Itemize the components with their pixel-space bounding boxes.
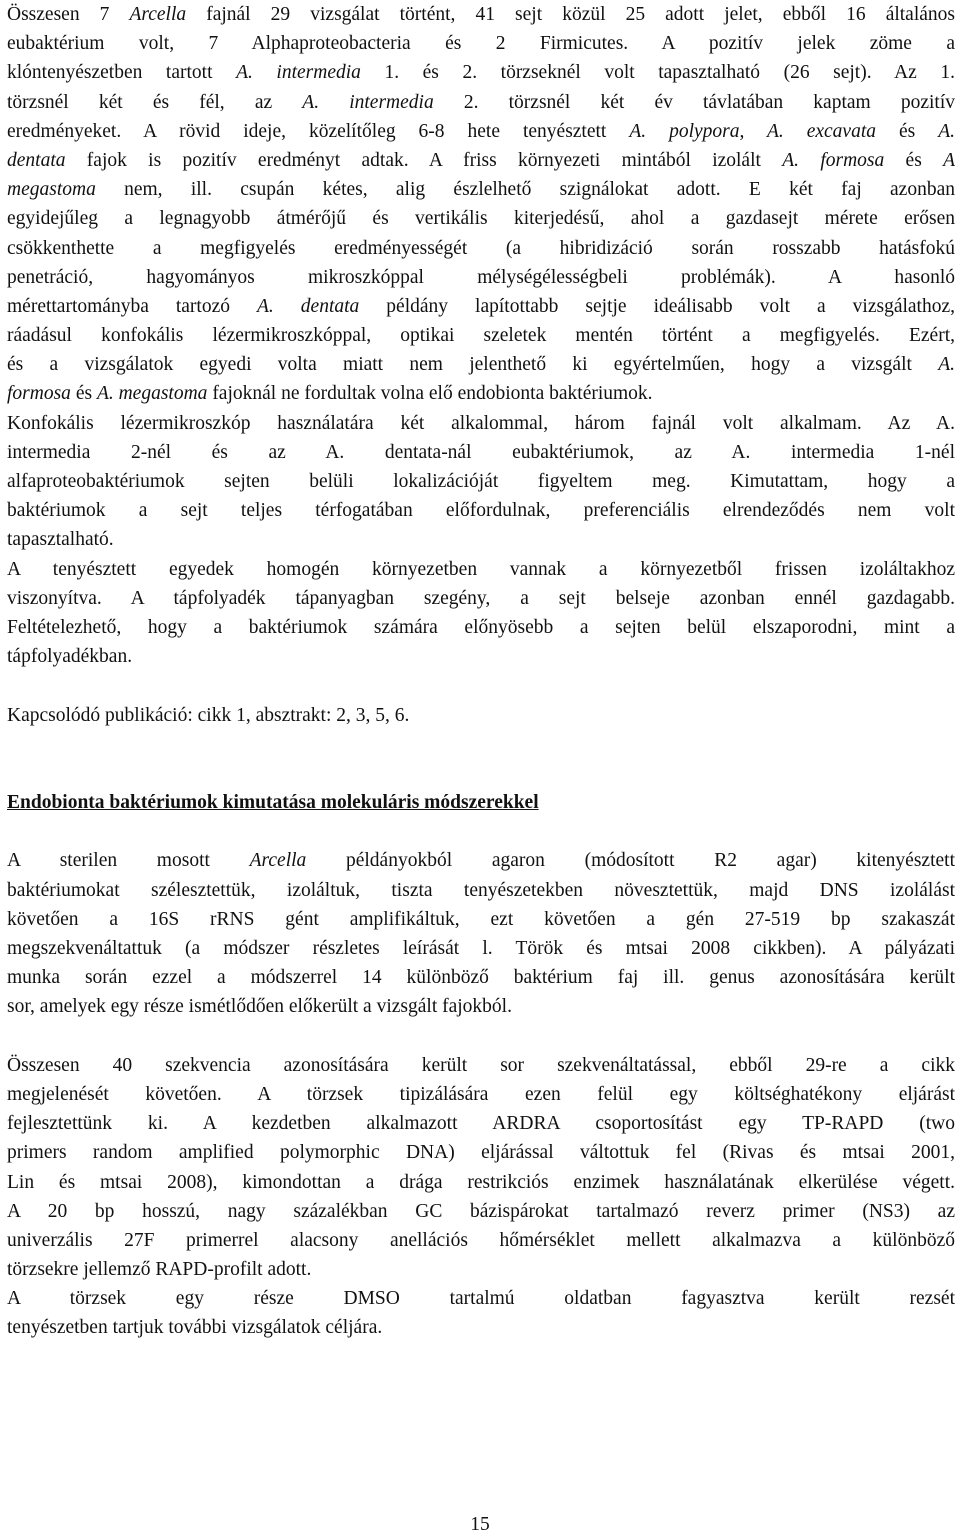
text-run: A 20 bp hosszú, nagy százalékban GC bázispárokat tartalmazó reverz primer (NS3) az [7,1200,955,1222]
text-line [7,0,955,29]
text-run: fajoknál ne fordultak volna elő endobionta baktériumok. [207,383,653,405]
text-run: tenyészetben tartjuk további vizsgálatok céljára. [7,1317,383,1339]
text-line [7,934,955,963]
text-run: példány lapítottabb sejtje ideálisabb volt a vizsgálathoz, [359,295,955,317]
text-run: megszekvenáltattuk (a módszer részletes leírását l. Török és mtsai 2008 cikkben). A pályázati [7,938,955,959]
text-line [7,234,955,263]
text-run: baktériumokat szélesztettük, izoláltuk, tiszta tenyészetekben növesztettük, majd DNS izolálást [7,879,955,901]
text-line [7,613,955,642]
text-line [7,438,955,467]
text-run: A tenyésztett egyedek homogén környezetben vannak a környezetből frissen izoláltakhoz [7,558,955,580]
italic-run: A. [938,120,955,142]
publication-reference: Kapcsolódó publikáció: cikk 1, absztrakt: 2, 3, 5, 6. [7,704,410,726]
text-run: A törzsek egy része DMSO tartalmú oldatban fagyasztva került rezsét [7,1288,955,1310]
text-run: eubaktérium volt, 7 Alphaproteobacteria és 2 Firmicutes. A pozitív jelek zöme a [7,33,955,55]
text-run: A sterilen mosott [7,850,250,872]
paragraph-1 [7,0,955,409]
text-run: primers random amplified polymorphic DNA) eljárással váltottuk fel (Rivas és mtsai 2001, [7,1142,955,1164]
text-run: sor, amelyek egy része ismétlődően előkerült a vizsgált fajokból. [7,996,512,1018]
text-line [7,992,955,1021]
text-run: és [876,120,939,142]
text-line [7,467,955,496]
text-run: fajnál 29 vizsgálat történt, 41 sejt közül 25 adott jelet, ebből 16 általános [186,4,955,25]
text-run: penetráció, hagyományos mikroszkóppal mélységélességbeli problémák). A hasonló [7,266,955,288]
text-run: és a vizsgálatok egyedi volta miatt nem jelenthető ki egyértelműen, hogy a vizsgált [7,354,939,376]
text-run: ráadásul konfokális lézermikroszkóppal, optikai szeletek mentén történt a megfigyelés. Ezért, [7,325,955,347]
text-run: intermedia 2-nél és az A. dentata-nál eubaktériumok, az A. intermedia 1-nél [7,441,955,463]
text-run: Összesen 7 [7,4,130,25]
italic-run: Arcella [249,850,307,872]
text-run: mérettartományba tartozó [7,295,257,317]
text-line [7,1138,955,1167]
spacer [7,1022,955,1051]
italic-run: A. formosa [782,149,885,171]
spacer [7,817,955,846]
text-run: baktériumok a sejt teljes térfogatában előfordulnak, preferenciális elrendeződés nem volt [7,500,955,522]
text-line [7,525,955,554]
text-run: 1. és 2. törzseknél volt tapasztalható (26 sejt). Az 1. [360,62,955,84]
italic-run: A. intermedia [236,62,361,84]
italic-run: formosa [7,383,71,405]
spacer [7,730,955,759]
text-line [7,204,955,233]
spacer [7,671,955,700]
document-page [7,0,955,1343]
paragraph-5 [7,1051,955,1285]
text-run: 2. törzsnél két év távlatában kaptam pozitív [433,91,955,113]
text-line [7,292,955,321]
italic-run: megastoma [7,179,96,201]
text-line [7,379,955,408]
text-line [7,58,955,87]
italic-run: A. polypora, A. excavata [629,120,877,142]
text-line [7,175,955,204]
text-run: eredményeket. A rövid ideje, közelítőleg 6-8 hete tenyésztett [7,120,630,142]
text-line [7,846,955,875]
italic-run: A [943,149,955,171]
paragraph-3 [7,555,955,672]
italic-run: dentata [7,149,66,171]
text-run: Konfokális lézermikroszkóp használatára két alkalommal, három fajnál volt alkalmam. Az A. [7,412,955,434]
text-run: tápfolyadékban. [7,646,133,668]
text-run: törzsnél két és fél, az [7,91,303,113]
text-line [7,409,955,438]
text-line [7,29,955,58]
italic-run: Arcella [129,4,187,25]
text-line [7,1109,955,1138]
text-run: és [884,149,944,171]
text-line [7,146,955,175]
paragraph-4 [7,846,955,1021]
italic-run: A. intermedia [302,91,434,113]
text-run: Lin és mtsai 2008), kimondottan a drága restrikciós enzimek használatának elkerülése végett. [7,1171,955,1193]
text-run: megjelenését követően. A törzsek tipizálására ezen felül egy költséghatékony eljárást [7,1083,955,1105]
text-run: munka során ezzel a módszerrel 14 különböző baktérium faj ill. genus azonosítására került [7,967,955,989]
text-run: Összesen 40 szekvencia azonosítására került sor szekvenáltatással, ebből 29-re a cikk [7,1054,955,1076]
text-line [7,584,955,613]
text-run: csökkenthette a megfigyelés eredményességét (a hibridizáció során rosszabb hatásfokú [7,237,955,259]
text-run: alfaproteobaktériumok sejten belüli lokalizációját figyeltem meg. Kimutattam, hogy a [7,471,955,492]
text-run: példányokból agaron (módosított R2 agar) kitenyésztett [306,850,955,872]
italic-run: A. dentata [257,295,360,317]
paragraph-2 [7,409,955,555]
text-line [7,350,955,379]
text-run: univerzális 27F primerrel alacsony anellációs hőmérséklet mellett alkalmazva a különböző [7,1229,955,1251]
text-line [7,117,955,146]
text-line [7,905,955,934]
text-run: fejlesztettünk ki. A kezdetben alkalmazott ARDRA csoportosítást egy TP-RAPD (two [7,1113,955,1135]
text-line [7,1226,955,1255]
italic-run: A. [938,354,955,376]
text-line [7,1313,955,1342]
spacer [7,759,955,788]
text-line [7,496,955,525]
text-line [7,1284,955,1313]
paragraph-6 [7,1284,955,1342]
text-line [7,263,955,292]
text-run: követően a 16S rRNS gént amplifikáltuk, ezt követően a gén 27-519 bp szakaszát [7,908,955,930]
text-run: törzsekre jellemző RAPD-profilt adott. [7,1259,312,1281]
text-run: tapasztalható. [7,529,114,551]
section-heading: Endobionta baktériumok kimutatása molekuláris módszerekkel [7,792,539,814]
text-line [7,1255,955,1284]
text-run: Feltételezhető, hogy a baktériumok számára előnyösebb a sejten belül elszaporodni, mint a [7,616,955,638]
page-number: 15 [470,1514,490,1535]
text-run: fajok is pozitív eredményt adtak. A friss környezeti mintából izolált [65,149,783,171]
text-run: viszonyítva. A tápfolyadék tápanyagban szegény, a sejt belseje azonban ennél gazdagabb. [7,587,955,609]
text-line [7,88,955,117]
text-line [7,963,955,992]
text-line [7,1168,955,1197]
text-line [7,1197,955,1226]
text-run: klóntenyészetben tartott [7,62,237,84]
text-line [7,1051,955,1080]
text-line [7,876,955,905]
italic-run: A. megastoma [96,383,208,405]
text-run: egyidejűleg a legnagyobb átmérőjű és vertikális kiterjedésű, ahol a gazdasejt mérete erősen [7,208,955,230]
text-run: nem, ill. csupán kétes, alig észlelhető szignálokat adott. E két faj azonban [95,179,955,201]
text-line [7,555,955,584]
text-run: és [70,383,97,405]
text-line [7,1080,955,1109]
text-line [7,642,955,671]
text-line [7,321,955,350]
